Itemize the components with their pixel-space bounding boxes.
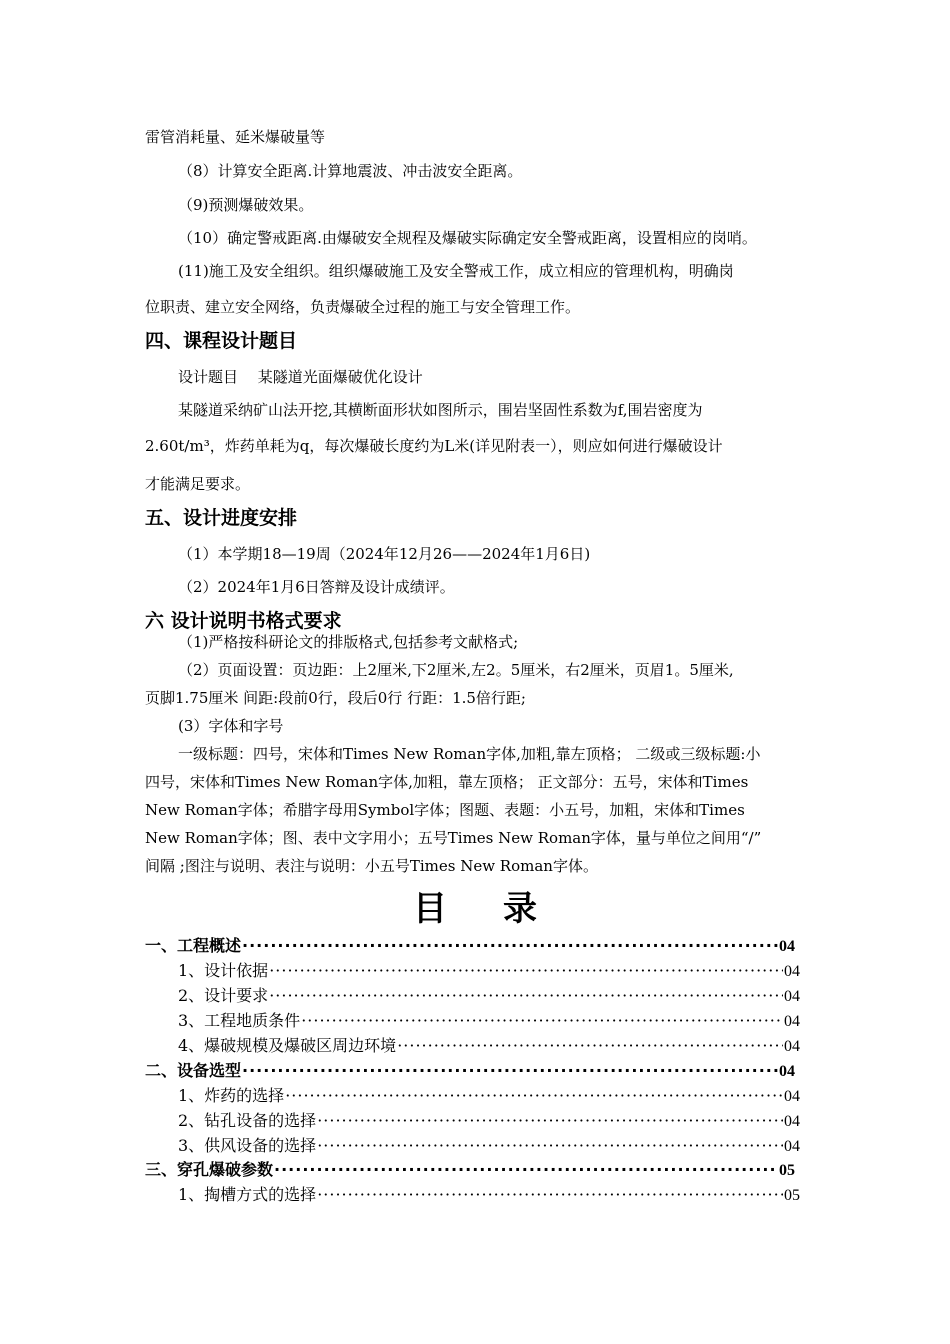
toc-entry-label: 1、设计依据: [178, 961, 269, 980]
body-line: (3）字体和字号: [178, 717, 284, 735]
toc-leader-dots: [317, 1135, 783, 1157]
toc-title-char: 录: [503, 889, 537, 929]
toc-entry-page: 05: [784, 1187, 800, 1204]
toc-entry-page: 04: [784, 1138, 800, 1155]
body-line: 雷管消耗量、延米爆破量等: [145, 128, 326, 146]
toc-entry[interactable]: [178, 960, 800, 983]
toc-entry-page: 04: [784, 1013, 800, 1030]
body-line: （2）页面设置：页边距：上2厘米,下2厘米,左2。5厘米，右2厘米，页眉1。5厘米,: [178, 661, 734, 679]
toc-entry-label: 1、炸药的选择: [178, 1086, 285, 1105]
toc-leader-dots: [301, 1010, 783, 1032]
body-line: 某隧道采纳矿山法开挖,其横断面形状如图所示，围岩坚固性系数为f,围岩密度为: [178, 401, 703, 419]
section-heading: 四、课程设计题目: [145, 330, 298, 352]
body-line: 间隔 ;图注与说明、表注与说明：小五号Times New Roman字体。: [145, 857, 598, 875]
body-line: 页脚1.75厘米 间距:段前0行，段后0行 行距：1.5倍行距;: [145, 689, 526, 707]
toc-entry-label: 1、掏槽方式的选择: [178, 1185, 317, 1204]
toc-entry[interactable]: [178, 1135, 800, 1158]
section-heading: 六 设计说明书格式要求: [145, 610, 342, 632]
toc-title-char: 目: [413, 889, 447, 929]
toc-entry-label: 4、爆破规模及爆破区周边环境: [178, 1036, 397, 1055]
section-heading: 五、设计进度安排: [145, 507, 298, 529]
toc-entry-label: 二、设备选型: [145, 1061, 242, 1080]
toc-entry[interactable]: [145, 1060, 795, 1083]
body-line: 四号，宋体和Times New Roman字体,加粗，靠左顶格； 正文部分：五号，宋体和Times: [145, 773, 749, 791]
toc-leader-dots: [274, 1159, 778, 1181]
body-line: （9)预测爆破效果。: [178, 196, 314, 214]
toc-entry[interactable]: [178, 985, 800, 1008]
body-line: （1)严格按科研论文的排版格式,包括参考文献格式;: [178, 633, 519, 651]
toc-entry-page: 04: [779, 1063, 795, 1080]
toc-leader-dots: [269, 985, 783, 1007]
toc-entry-label: 2、设计要求: [178, 986, 269, 1005]
toc-entry[interactable]: [145, 935, 795, 958]
body-line: 一级标题：四号，宋体和Times New Roman字体,加粗,靠左顶格； 二级或三级标题:小: [178, 745, 761, 763]
body-line: （1）本学期18—19周（2024年12月26——2024年1月6日): [178, 545, 591, 563]
body-line: （2）2024年1月6日答辩及设计成绩评。: [178, 578, 455, 596]
toc-entry[interactable]: [145, 1159, 795, 1182]
toc-entry-page: 04: [784, 963, 800, 980]
toc-entry[interactable]: [178, 1085, 800, 1108]
toc-entry-page: 04: [784, 1038, 800, 1055]
toc-entry-page: 04: [784, 988, 800, 1005]
toc-entry-label: 3、供风设备的选择: [178, 1136, 317, 1155]
toc-leader-dots: [269, 960, 783, 982]
body-line: （8）计算安全距离.计算地震波、冲击波安全距离。: [178, 162, 523, 180]
body-line: 才能满足要求。: [145, 475, 251, 493]
body-line: 设计题目 某隧道光面爆破优化设计: [178, 368, 423, 386]
toc-entry-label: 三、穿孔爆破参数: [145, 1160, 274, 1179]
toc-leader-dots: [285, 1085, 783, 1107]
toc-entry-page: 04: [784, 1113, 800, 1130]
body-line: (11)施工及安全组织。组织爆破施工及安全警戒工作，成立相应的管理机构，明确岗: [178, 262, 734, 280]
toc-leader-dots: [397, 1035, 783, 1057]
body-line: （10）确定警戒距离.由爆破安全规程及爆破实际确定安全警戒距离，设置相应的岗哨。: [178, 229, 757, 247]
toc-entry[interactable]: [178, 1035, 800, 1058]
toc-leader-dots: [317, 1110, 783, 1132]
toc-leader-dots: [242, 1060, 778, 1082]
toc-entry-label: 2、钻孔设备的选择: [178, 1111, 317, 1130]
toc-entry-label: 一、工程概述: [145, 936, 242, 955]
toc-entry[interactable]: [178, 1010, 800, 1033]
toc-title: [0, 886, 950, 932]
body-line: 位职责、建立安全网络，负责爆破全过程的施工与安全管理工作。: [145, 298, 581, 316]
toc-entry[interactable]: [178, 1110, 800, 1133]
toc-entry[interactable]: [178, 1184, 800, 1207]
body-line: 2.60t/m³，炸药单耗为q，每次爆破长度约为L米(详见附表一），则应如何进行爆破设计: [145, 437, 723, 455]
toc-entry-page: 04: [779, 938, 795, 955]
toc-entry-label: 3、工程地质条件: [178, 1011, 301, 1030]
toc-entry-page: 04: [784, 1088, 800, 1105]
body-line: New Roman字体；希腊字母用Symbol字体；图题、表题：小五号，加粗，宋体和Times: [145, 801, 745, 819]
toc-leader-dots: [242, 935, 778, 957]
toc-leader-dots: [317, 1184, 783, 1206]
toc-entry-page: 05: [779, 1162, 795, 1179]
body-line: New Roman字体；图、表中文字用小；五号Times New Roman字体，量与单位之间用“/”: [145, 829, 762, 847]
